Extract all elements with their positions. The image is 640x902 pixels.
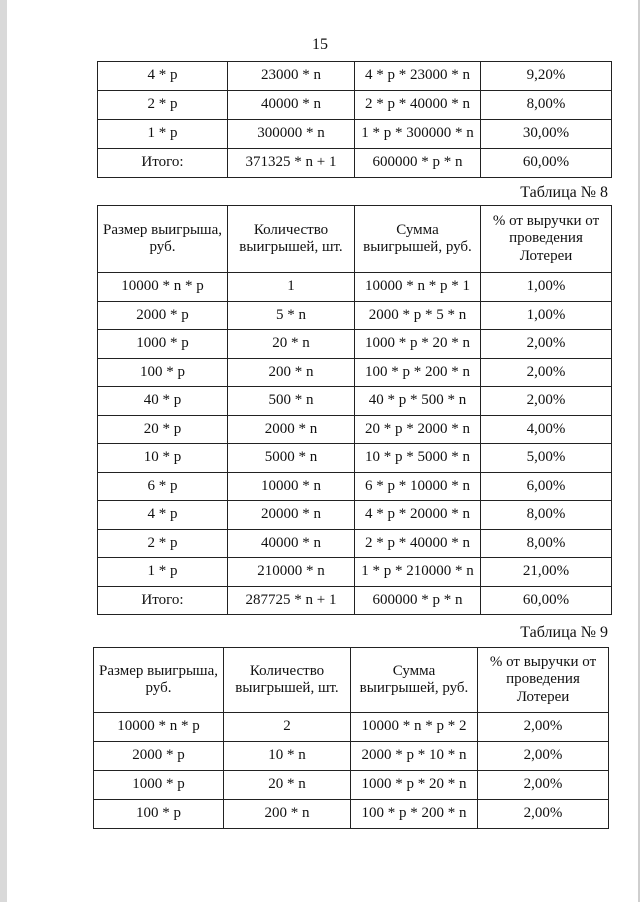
revenue-percent-cell: 9,20% xyxy=(481,62,612,91)
revenue-percent-cell: 2,00% xyxy=(481,358,612,387)
prize-count-cell: 210000 * n xyxy=(228,558,355,587)
header-prize-size: Размер выигрыша, руб. xyxy=(94,648,224,713)
revenue-percent-cell: 6,00% xyxy=(481,472,612,501)
prize-size-cell: 40 * p xyxy=(98,387,228,416)
prize-count-cell: 10 * n xyxy=(224,742,351,771)
prize-sum-cell: 1000 * p * 20 * n xyxy=(351,771,478,800)
prize-size-cell: 20 * p xyxy=(98,415,228,444)
header-prize-count: Количество выигрышей, шт. xyxy=(228,206,355,273)
table-row xyxy=(94,771,609,800)
prize-size-cell: 100 * p xyxy=(98,358,228,387)
revenue-percent-cell: 2,00% xyxy=(478,742,609,771)
table-header-row xyxy=(98,206,612,273)
prize-sum-cell: 600000 * p * n xyxy=(355,586,481,615)
prize-count-cell: 287725 * n + 1 xyxy=(228,586,355,615)
prize-count-cell: 371325 * n + 1 xyxy=(228,149,355,178)
prize-count-cell: 200 * n xyxy=(224,800,351,829)
prize-sum-cell: 600000 * p * n xyxy=(355,149,481,178)
prize-table-9 xyxy=(93,647,609,829)
revenue-percent-cell: 30,00% xyxy=(481,120,612,149)
revenue-percent-cell: 1,00% xyxy=(481,301,612,330)
prize-count-cell: 20 * n xyxy=(228,330,355,359)
prize-sum-cell: 100 * p * 200 * n xyxy=(355,358,481,387)
prize-size-cell: 2000 * p xyxy=(98,301,228,330)
prize-size-cell: 4 * p xyxy=(98,62,228,91)
table-row xyxy=(94,713,609,742)
table-row xyxy=(98,120,612,149)
prize-sum-cell: 1000 * p * 20 * n xyxy=(355,330,481,359)
table-row xyxy=(94,742,609,771)
scan-left-edge xyxy=(0,0,7,902)
prize-size-cell: 1000 * p xyxy=(98,330,228,359)
revenue-percent-cell: 60,00% xyxy=(481,149,612,178)
prize-size-cell: 10000 * n * p xyxy=(94,713,224,742)
page-number: 15 xyxy=(312,36,328,53)
prize-size-cell: 2 * p xyxy=(98,529,228,558)
prize-count-cell: 300000 * n xyxy=(228,120,355,149)
total-row xyxy=(98,586,612,615)
header-prize-sum: Сумма выигрышей, руб. xyxy=(355,206,481,273)
table-row xyxy=(98,62,612,91)
table-8-caption: Таблица № 8 xyxy=(520,184,608,201)
revenue-percent-cell: 2,00% xyxy=(478,713,609,742)
prize-table-8 xyxy=(97,205,612,615)
prize-size-cell: 1 * p xyxy=(98,558,228,587)
table-row xyxy=(98,301,612,330)
prize-sum-cell: 10 * p * 5000 * n xyxy=(355,444,481,473)
prize-sum-cell: 4 * p * 23000 * n xyxy=(355,62,481,91)
header-prize-count: Количество выигрышей, шт. xyxy=(224,648,351,713)
table-row xyxy=(98,472,612,501)
prize-sum-cell: 40 * p * 500 * n xyxy=(355,387,481,416)
prize-count-cell: 23000 * n xyxy=(228,62,355,91)
prize-size-cell: 1000 * p xyxy=(94,771,224,800)
table-row xyxy=(98,558,612,587)
prize-size-cell: 10 * p xyxy=(98,444,228,473)
revenue-percent-cell: 1,00% xyxy=(481,273,612,302)
table-row xyxy=(98,415,612,444)
prize-size-cell: 2000 * p xyxy=(94,742,224,771)
table-row xyxy=(98,358,612,387)
prize-sum-cell: 2000 * p * 5 * n xyxy=(355,301,481,330)
prize-count-cell: 500 * n xyxy=(228,387,355,416)
total-row xyxy=(98,149,612,178)
prize-sum-cell: 4 * p * 20000 * n xyxy=(355,501,481,530)
prize-count-cell: 40000 * n xyxy=(228,91,355,120)
prize-sum-cell: 2 * p * 40000 * n xyxy=(355,529,481,558)
prize-size-cell: 1 * p xyxy=(98,120,228,149)
revenue-percent-cell: 5,00% xyxy=(481,444,612,473)
prize-sum-cell: 10000 * n * p * 2 xyxy=(351,713,478,742)
revenue-percent-cell: 2,00% xyxy=(478,800,609,829)
prize-sum-cell: 6 * p * 10000 * n xyxy=(355,472,481,501)
header-revenue-percent: % от выручки от проведения Лотереи xyxy=(481,206,612,273)
revenue-percent-cell: 2,00% xyxy=(481,330,612,359)
prize-count-cell: 5 * n xyxy=(228,301,355,330)
prize-count-cell: 20000 * n xyxy=(228,501,355,530)
prize-sum-cell: 2 * p * 40000 * n xyxy=(355,91,481,120)
revenue-percent-cell: 8,00% xyxy=(481,529,612,558)
revenue-percent-cell: 2,00% xyxy=(481,387,612,416)
table-header-row xyxy=(94,648,609,713)
revenue-percent-cell: 8,00% xyxy=(481,501,612,530)
total-label-cell: Итого: xyxy=(98,149,228,178)
table-9-caption: Таблица № 9 xyxy=(520,624,608,641)
prize-count-cell: 200 * n xyxy=(228,358,355,387)
header-revenue-percent: % от выручки от проведения Лотереи xyxy=(478,648,609,713)
table-row xyxy=(98,444,612,473)
prize-count-cell: 10000 * n xyxy=(228,472,355,501)
table-row xyxy=(98,501,612,530)
prize-sum-cell: 2000 * p * 10 * n xyxy=(351,742,478,771)
prize-count-cell: 20 * n xyxy=(224,771,351,800)
header-prize-sum: Сумма выигрышей, руб. xyxy=(351,648,478,713)
prize-count-cell: 2 xyxy=(224,713,351,742)
prize-count-cell: 2000 * n xyxy=(228,415,355,444)
table-row xyxy=(98,529,612,558)
prize-table-continued xyxy=(97,61,612,178)
table-row xyxy=(98,330,612,359)
total-label-cell: Итого: xyxy=(98,586,228,615)
prize-sum-cell: 20 * p * 2000 * n xyxy=(355,415,481,444)
prize-count-cell: 1 xyxy=(228,273,355,302)
revenue-percent-cell: 2,00% xyxy=(478,771,609,800)
prize-count-cell: 5000 * n xyxy=(228,444,355,473)
prize-sum-cell: 10000 * n * p * 1 xyxy=(355,273,481,302)
revenue-percent-cell: 4,00% xyxy=(481,415,612,444)
revenue-percent-cell: 8,00% xyxy=(481,91,612,120)
revenue-percent-cell: 21,00% xyxy=(481,558,612,587)
header-prize-size: Размер выигрыша, руб. xyxy=(98,206,228,273)
table-row xyxy=(94,800,609,829)
prize-sum-cell: 100 * p * 200 * n xyxy=(351,800,478,829)
prize-sum-cell: 1 * p * 300000 * n xyxy=(355,120,481,149)
table-row xyxy=(98,387,612,416)
prize-size-cell: 10000 * n * p xyxy=(98,273,228,302)
prize-count-cell: 40000 * n xyxy=(228,529,355,558)
prize-size-cell: 6 * p xyxy=(98,472,228,501)
prize-size-cell: 4 * p xyxy=(98,501,228,530)
prize-size-cell: 2 * p xyxy=(98,91,228,120)
prize-size-cell: 100 * p xyxy=(94,800,224,829)
prize-sum-cell: 1 * p * 210000 * n xyxy=(355,558,481,587)
table-row xyxy=(98,273,612,302)
table-row xyxy=(98,91,612,120)
revenue-percent-cell: 60,00% xyxy=(481,586,612,615)
